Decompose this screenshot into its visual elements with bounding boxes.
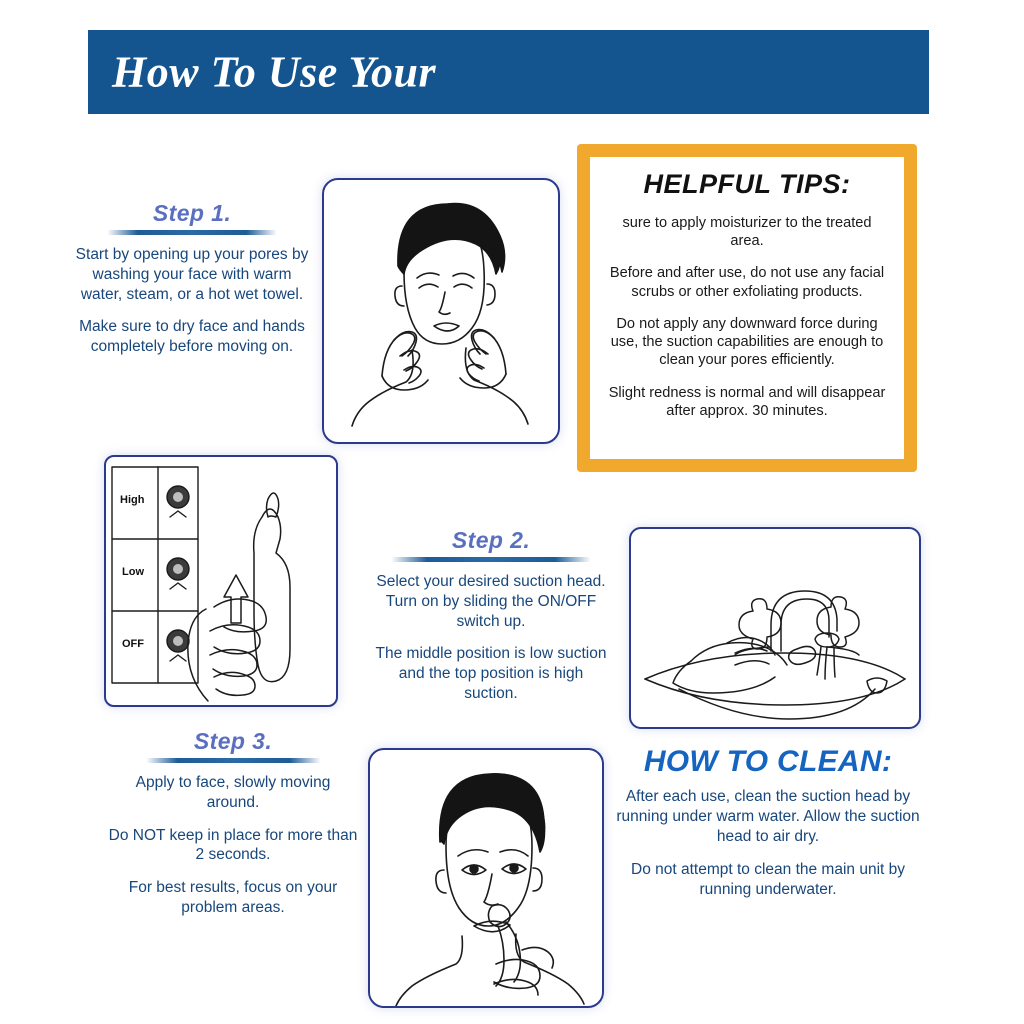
step-3-heading: Step 3. <box>193 728 273 754</box>
switch-label-off: OFF <box>122 638 144 650</box>
switch-label-low: Low <box>122 566 144 578</box>
step-2-heading: Step 2. <box>451 527 531 553</box>
step-1-heading: Step 1. <box>152 200 232 226</box>
clean-paragraph-1: After each use, clean the suction head by running under warm water. Allow the suction head to air dry. <box>616 788 920 845</box>
step-1-text <box>72 245 312 357</box>
step-1-paragraph-1: Start by opening up your pores by washing your face with warm water, steam, or a hot wet towel. <box>75 246 309 303</box>
step-3-text <box>108 773 358 918</box>
tips-paragraph-4: Slight redness is normal and will disappear after approx. 30 minutes. <box>608 384 886 419</box>
step-2-paragraph-2: The middle position is low suction and the top position is high suction. <box>375 645 607 703</box>
step-1-image <box>322 178 560 444</box>
tips-paragraph-2: Before and after use, do not use any facial scrubs or other exfoliating products. <box>609 265 885 300</box>
tips-content <box>590 157 904 459</box>
cleaning-image <box>629 527 921 729</box>
helpful-tips-box <box>577 144 917 472</box>
step-3-paragraph-2: Do NOT keep in place for more than 2 seconds. <box>108 826 358 864</box>
step-2-paragraph-1: Select your desired suction head. Turn on by sliding the ON/OFF switch up. <box>376 573 606 630</box>
woman-using-device-on-nose-illustration <box>370 750 602 1006</box>
step-3-image <box>368 748 604 1008</box>
how-to-clean-block <box>608 745 928 900</box>
suction-level-switch-diagram <box>106 457 336 705</box>
header-banner <box>88 30 929 114</box>
step-3-paragraph-3: For best results, focus on your problem areas. <box>128 879 338 917</box>
tips-paragraph-1: sure to apply moisturizer to the treated area. <box>622 215 872 250</box>
faucet-rinsing-head-illustration <box>631 529 919 727</box>
step-3-underline <box>146 758 321 763</box>
how-to-clean-title: HOW TO CLEAN: <box>643 745 893 778</box>
step-1-paragraph-2: Make sure to dry face and hands completely before moving on. <box>79 318 305 356</box>
woman-washing-face-illustration <box>324 180 558 442</box>
tips-title: HELPFUL TIPS: <box>643 169 851 199</box>
step-2-underline <box>391 557 591 562</box>
device-switch-image <box>104 455 338 707</box>
step-2-text <box>372 572 610 704</box>
switch-label-high: High <box>120 494 145 506</box>
step-3-block <box>108 728 358 918</box>
how-to-clean-text <box>608 787 928 900</box>
step-3-paragraph-1: Apply to face, slowly moving around. <box>135 774 331 811</box>
clean-paragraph-2: Do not attempt to clean the main unit by running underwater. <box>631 861 905 899</box>
step-1-underline <box>107 230 277 235</box>
step-1-block <box>72 200 312 357</box>
tips-paragraph-3: Do not apply any downward force during use, the suction capabilities are enough to clean your pores efficiently. <box>610 315 884 369</box>
page-title: How To Use Your <box>112 47 437 97</box>
step-2-block <box>372 527 610 704</box>
